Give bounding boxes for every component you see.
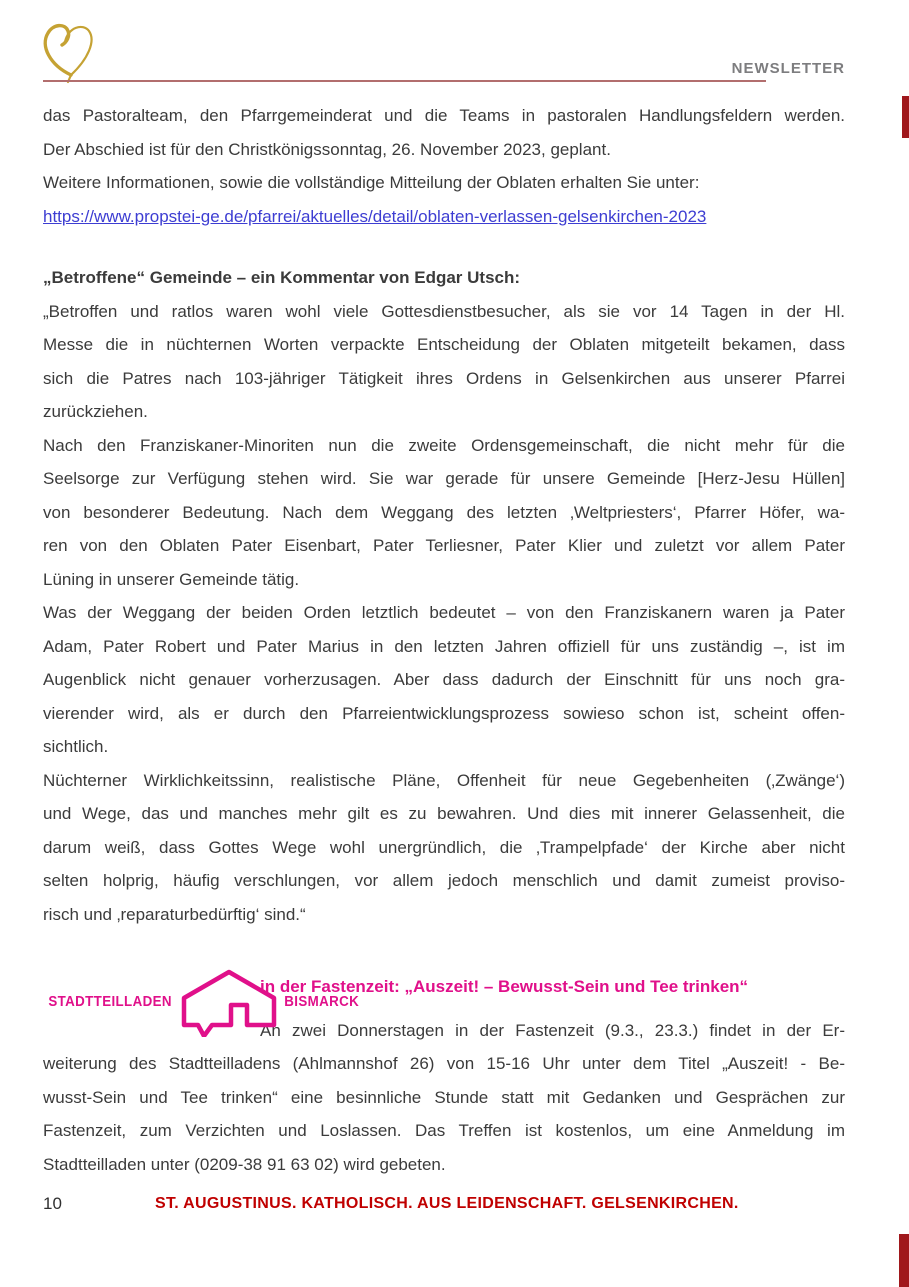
heart-logo [38, 20, 102, 89]
text-line: Weitere Informationen, sowie die vollständige Mitteilung der Oblaten erhalten Sie unter: [43, 173, 700, 192]
footer-slogan: ST. AUGUSTINUS. KATHOLISCH. AUS LEIDENSCHAFT. GELSENKIRCHEN. [155, 1195, 739, 1212]
page-number: 10 [43, 1194, 62, 1213]
text-line: von besonderer Bedeutung. Nach dem Weggang des letzten ‚Weltpriesters‘, Pfarrer Höfer, wa- [43, 502, 845, 522]
text-line: ren von den Oblaten Pater Eisenbart, Pater Terliesner, Pater Klier und zuletzt vor allem Pater [43, 536, 845, 555]
text-line: Augenblick nicht genauer vorherzusagen. Aber dass dadurch der Einschnitt für uns noch gra- [43, 670, 845, 689]
text-line: Seelsorge zur Verfügung stehen wird. Sie war gerade für unsere Gemeinde [Herz-Jesu Hüllen] [43, 469, 845, 488]
text-line: vierender wird, als er durch den Pfarreientwicklungsprozess sowieso schon ist, scheint offen- [43, 703, 845, 723]
text-line: und Wege, das und manches mehr gilt es zu bewahren. Und dies mit innerer Gelassenheit, die [43, 804, 845, 823]
text-line: selten holprig, häufig verschlungen, vor allem jedoch menschlich und damit zumeist proviso- [43, 871, 845, 890]
text-line: Nüchterner Wirklichkeitssinn, realistische Pläne, Offenheit für neue Gegebenheiten (‚Zwänge‘) [43, 770, 845, 790]
text-line: Was der Weggang der beiden Orden letztlich bedeutet – von den Franziskanern waren ja Pater [43, 603, 845, 622]
stadtteilladen-logo [43, 966, 363, 1038]
commentary-heading: „Betroffene“ Gemeinde – ein Kommentar von Edgar Utsch: [43, 268, 521, 287]
text-line: sich die Patres nach 103-jähriger Tätigkeit ihres Ordens in Gelsenkirchen aus unserer Pfarrei [43, 368, 845, 388]
house-speech-bubble-icon [177, 967, 281, 1037]
text-line: Fastenzeit, zum Verzichten und Loslassen. Das Treffen ist kostenlos, um eine Anmeldung im [43, 1121, 845, 1140]
external-link[interactable]: https://www.propstei-ge.de/pfarrei/aktuelles/detail/oblaten-verlassen-gelsenkirchen-2023 [43, 206, 707, 226]
text-line: Der Abschied ist für den Christkönigssonntag, 26. November 2023, geplant. [43, 139, 611, 159]
fastenzeit-heading: in der Fastenzeit: „Auszeit! – Bewusst-Sein und Tee trinken“ [260, 977, 749, 996]
text-line: sichtlich. [43, 737, 109, 756]
spacer [43, 931, 845, 970]
text-line: Messe die in nüchternen Worten verpackte Entscheidung der Oblaten mitgeteilt bekamen, dass [43, 335, 845, 354]
bismarck-label: BISMARCK [284, 994, 360, 1010]
newsletter-label: NEWSLETTER [731, 60, 845, 77]
text-line: Stadtteilladen unter (0209-38 91 63 02) wird gebeten. [43, 1154, 446, 1174]
text-line: Nach den Franziskaner-Minoriten nun die zweite Ordensgemeinschaft, die nicht mehr für die [43, 435, 845, 455]
text-line: zurückziehen. [43, 402, 148, 421]
text-line: das Pastoralteam, den Pfarrgemeinderat und die Teams in pastoralen Handlungsfeldern werden. [43, 106, 845, 125]
link-line [43, 200, 845, 234]
text-line: risch und ‚reparaturbedürftig‘ sind.“ [43, 904, 306, 924]
text-line: Adam, Pater Robert und Pater Marius in den letzten Jahren offiziell für uns zuständig –, ist im [43, 636, 845, 656]
heart-icon [38, 20, 102, 84]
stadtteilladen-label: STADTTEILLADEN [48, 994, 172, 1010]
text-line: weiterung des Stadtteilladens (Ahlmannshof 26) von 15-16 Uhr unter dem Titel „Auszeit! - Be- [43, 1054, 845, 1073]
text-line: darum weiß, dass Gottes Wege wohl unergründlich, die ‚Trampelpfade‘ der Kirche aber nicht [43, 837, 845, 857]
text-line: Lüning in unserer Gemeinde tätig. [43, 569, 300, 589]
spacer [43, 233, 845, 261]
edge-mark-top [902, 96, 909, 138]
text-line: „Betroffen und ratlos waren wohl viele Gottesdienstbesucher, als sie vor 14 Tagen in der Hl. [43, 301, 845, 321]
text-line: wusst-Sein und Tee trinken“ eine besinnliche Stunde statt mit Gedanken und Gesprächen zur [43, 1087, 845, 1107]
edge-mark-bottom [899, 1234, 909, 1287]
text-line: An zwei Donnerstagen in der Fastenzeit (9.3., 23.3.) findet in der Er- [260, 1020, 845, 1040]
header-rule [43, 80, 766, 82]
